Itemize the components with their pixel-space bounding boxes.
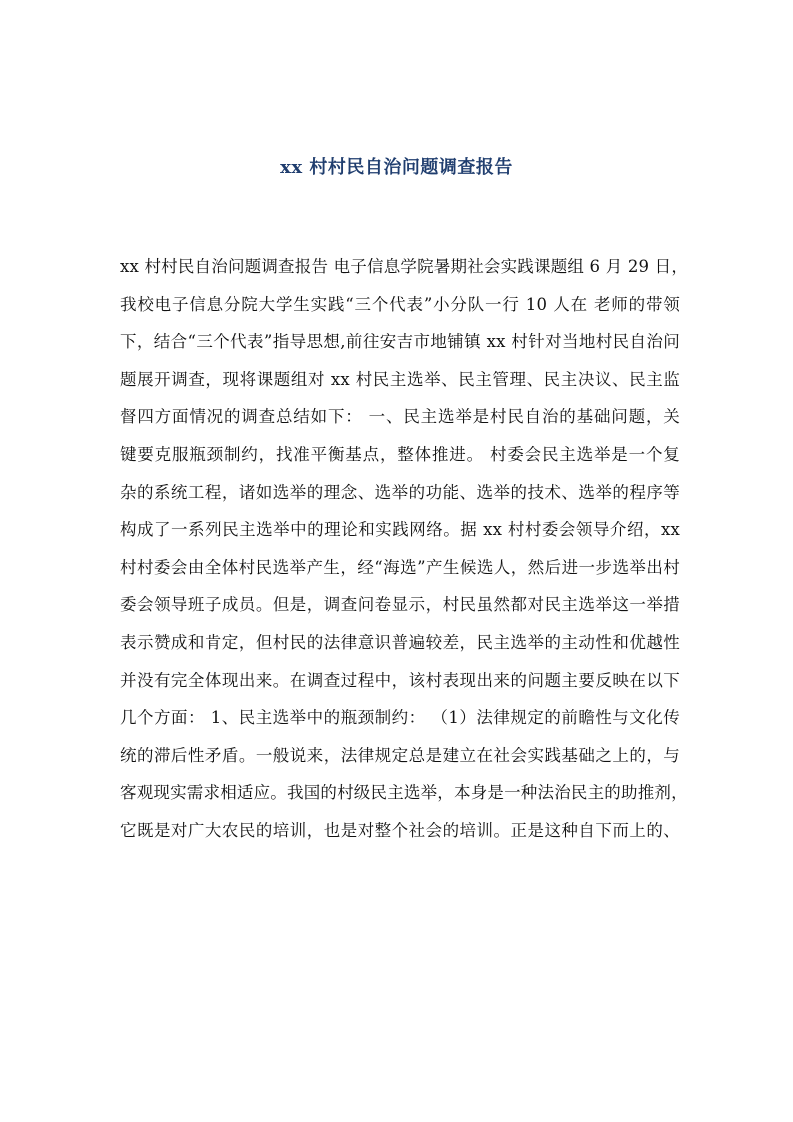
body-line: 并没有完全体现出来。在调查过程中，该村表现出来的问题主要反映在以下	[120, 670, 680, 690]
body-line: 题展开调查，现将课题组对 xx 村民主选举、民主管理、民主决议、民主监	[120, 369, 680, 389]
body-line: 督四方面情况的调查总结如下： 一、民主选举是村民自治的基础问题，关	[120, 407, 680, 427]
body-line: 村村委会由全体村民选举产生，经“海选”产生候选人，然后进一步选举出村	[120, 557, 680, 577]
document-body	[120, 248, 689, 850]
body-line: 统的滞后性矛盾。一般说来，法律规定总是建立在社会实践基础之上的，与	[120, 745, 680, 765]
body-line: 构成了一系列民主选举中的理论和实践网络。据 xx 村村委会领导介绍，xx	[120, 520, 680, 540]
body-line: 我校电子信息分院大学生实践“三个代表”小分队一行 10 人在 老师的带领	[120, 294, 680, 314]
body-line: 杂的系统工程，诸如选举的理念、选举的功能、选举的技术、选举的程序等	[120, 482, 680, 502]
body-line: 表示赞成和肯定，但村民的法律意识普遍较差，民主选举的主动性和优越性	[120, 632, 680, 652]
body-line: 几个方面： 1、民主选举中的瓶颈制约： （1）法律规定的前瞻性与文化传	[120, 708, 680, 728]
body-line: 客观现实需求相适应。我国的村级民主选举，本身是一种法治民主的助推剂，	[120, 783, 688, 803]
body-line: 下，结合“三个代表”指导思想,前往安吉市地铺镇 xx 村针对当地村民自治问	[120, 332, 680, 352]
body-line: 键要克服瓶颈制约，找准平衡基点，整体推进。 村委会民主选举是一个复	[120, 444, 680, 464]
body-line: 它既是对广大农民的培训，也是对整个社会的培训。正是这种自下而上的、	[120, 820, 680, 840]
body-line: xx 村村民自治问题调查报告 电子信息学院暑期社会实践课题组 6 月 29 日，	[120, 257, 689, 276]
document-title: xx 村村民自治问题调查报告	[280, 157, 513, 178]
body-line: 委会领导班子成员。但是，调查问卷显示，村民虽然都对民主选举这一举措	[120, 595, 680, 615]
